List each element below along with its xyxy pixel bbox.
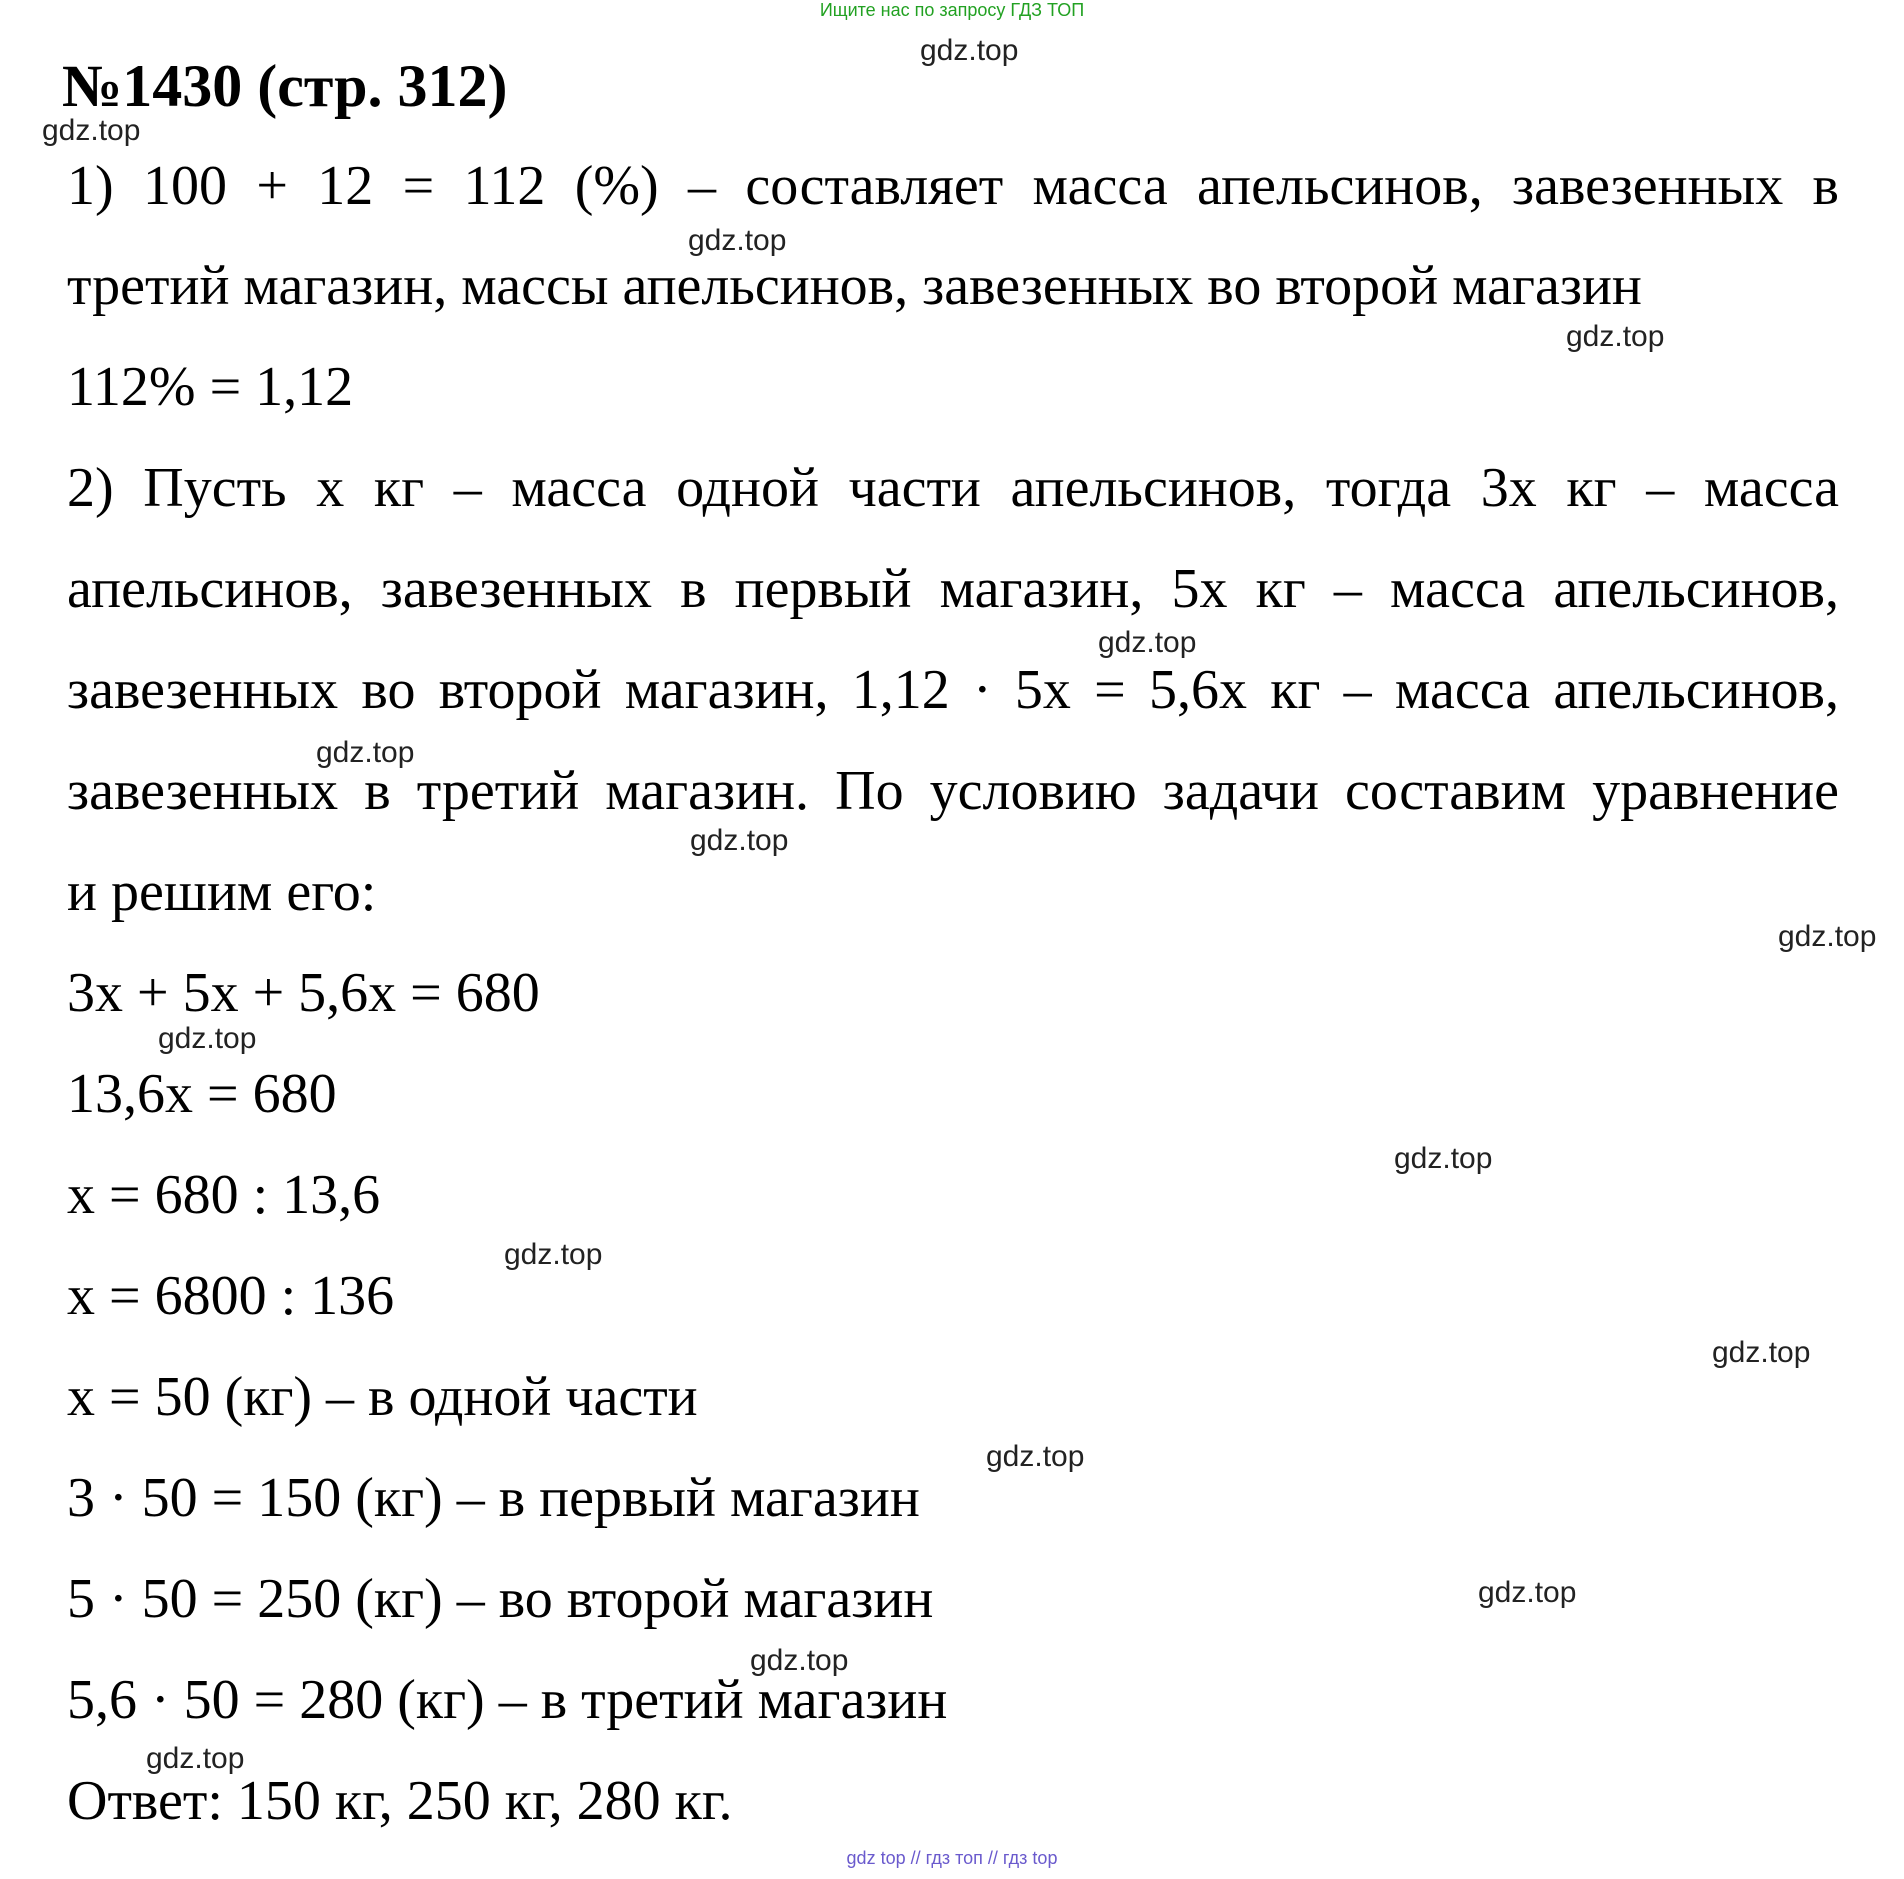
watermark: gdz.top [986,1440,1085,1473]
watermark: gdz.top [1712,1336,1811,1369]
solution-line-8: и решим его: [67,861,377,923]
watermark: gdz.top [316,736,415,769]
watermark: gdz.top [42,114,141,147]
page-title: №1430 (стр. 312) [62,53,508,119]
result-line-2: 5 · 50 = 250 (кг) – во второй магазин [67,1568,934,1630]
watermark: gdz.top [158,1022,257,1055]
watermark: gdz.top [1394,1142,1493,1175]
solution-line-5: апельсинов, завезенных в первый магазин, 5x кг – масса апельсинов, [67,558,1839,620]
watermark: gdz.top [146,1742,245,1775]
solution-line-1: 1) 100 + 12 = 112 (%) – составляет масса апельсинов, завезенных в [67,155,1839,217]
answer-line: Ответ: 150 кг, 250 кг, 280 кг. [67,1770,733,1832]
solution-line-2: третий магазин, массы апельсинов, завезенных во второй магазин [67,255,1642,317]
equation-line-2: 13,6x = 680 [67,1063,337,1125]
solution-line-6: завезенных во второй магазин, 1,12 · 5x = 5,6x кг – масса апельсинов, [67,659,1839,721]
top-ad-text: Ищите нас по запросу ГДЗ ТОП [819,0,1085,20]
equation-line-1: 3x + 5x + 5,6x = 680 [67,962,540,1024]
watermark: gdz.top [504,1238,603,1271]
result-line-3: 5,6 · 50 = 280 (кг) – в третий магазин [67,1669,948,1731]
watermark: gdz.top [1478,1576,1577,1609]
solution-line-4: 2) Пусть x кг – масса одной части апельсинов, тогда 3x кг – масса [67,457,1839,519]
solution-line-7: завезенных в третий магазин. По условию задачи составим уравнение [67,760,1839,822]
result-line-1: 3 · 50 = 150 (кг) – в первый магазин [67,1467,920,1529]
watermark: gdz.top [1778,920,1877,953]
watermark: gdz.top [750,1644,849,1677]
watermark: gdz.top [688,224,787,257]
watermark: gdz.top [920,34,1019,67]
bottom-ad-text: gdz top // гдз топ // гдз top [846,1848,1058,1868]
equation-line-5: x = 50 (кг) – в одной части [67,1366,698,1428]
equation-line-3: x = 680 : 13,6 [67,1164,381,1226]
watermark: gdz.top [690,824,789,857]
equation-line-4: x = 6800 : 136 [67,1265,395,1327]
watermark: gdz.top [1566,320,1665,353]
solution-line-3: 112% = 1,12 [67,356,354,418]
watermark: gdz.top [1098,626,1197,659]
